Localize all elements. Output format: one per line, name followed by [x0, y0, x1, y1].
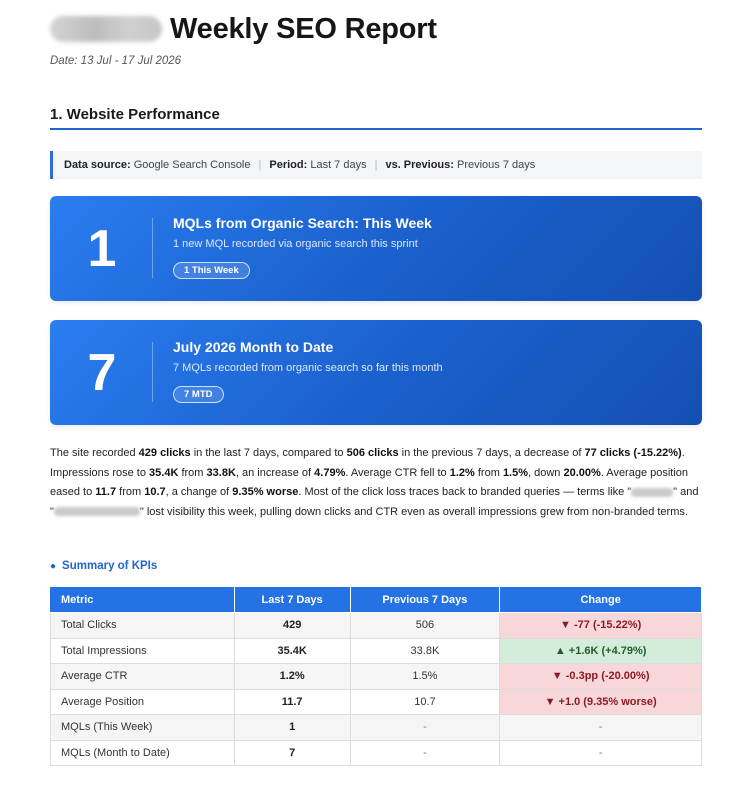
change-cell: - — [500, 740, 702, 766]
last-value-cell: 7 — [234, 740, 350, 766]
summary-highlight: 33.8K — [206, 466, 236, 479]
summary-text: " and " — [50, 486, 699, 518]
summary-text: from — [178, 466, 207, 479]
summary-text: . Impressions rose to — [50, 447, 685, 479]
prev-value-cell: 10.7 — [350, 689, 500, 715]
kpi-table — [50, 586, 702, 766]
column-header-change: Change — [500, 587, 702, 613]
metric-cell: Average CTR — [51, 664, 235, 690]
last-value-cell: 1.2% — [234, 664, 350, 690]
summary-text: " lost visibility this week, pulling down clicks and CTR even as overall impressions grew from non-branded terms. — [139, 505, 688, 518]
change-cell: - — [500, 715, 702, 741]
change-cell: ▼ -77 (-15.22%) — [500, 613, 702, 639]
metric-cell: MQLs (This Week) — [51, 715, 235, 741]
table-row — [51, 689, 702, 715]
summary-highlight: 1.2% — [449, 466, 475, 479]
summary-text: " — [627, 486, 632, 498]
change-cell: ▼ +1.0 (9.35% worse) — [500, 689, 702, 715]
metric-cell: Average Position — [51, 689, 235, 715]
data-source-bar — [50, 151, 702, 179]
summary-highlight: 10.7 — [144, 486, 166, 498]
summary-text: . Most of the click loss traces back to branded queries — terms like — [298, 486, 628, 498]
summary-text: from — [116, 486, 145, 498]
summary-text: , an increase of — [235, 466, 315, 479]
last-value-cell: 429 — [234, 613, 350, 639]
mql-weekly-card — [50, 196, 702, 301]
mql-weekly-number: 1 — [87, 219, 117, 278]
column-header-metric: Metric — [51, 587, 235, 613]
summary-text: in the previous 7 days, a decrease of — [398, 447, 585, 459]
prev-value-cell: - — [350, 715, 500, 741]
summary-text: in the last 7 days, compared to — [190, 447, 347, 459]
mql-mtd-subtitle: 7 MQLs recorded from organic search so far this month — [173, 362, 443, 374]
mql-mtd-badge: 7 MTD — [173, 386, 224, 403]
mql-weekly-title: MQLs from Organic Search: This Week — [173, 215, 432, 231]
period-value: Last 7 days — [310, 159, 367, 171]
table-row — [51, 638, 702, 664]
table-row — [51, 664, 702, 690]
summary-text: , down — [528, 466, 564, 479]
report-header — [50, 10, 437, 48]
data-source-label: Data source: — [64, 159, 131, 171]
kpi-heading-label: Summary of KPIs — [62, 560, 158, 572]
summary-highlight: 4.79% — [314, 466, 346, 479]
summary-text: . Average CTR fell to — [345, 466, 450, 479]
redacted-term — [631, 488, 673, 497]
mql-weekly-badge: 1 This Week — [173, 262, 250, 279]
column-header-previous: Previous 7 Days — [350, 587, 500, 613]
change-cell: ▲ +1.6K (+4.79%) — [500, 638, 702, 664]
mql-mtd-title: July 2026 Month to Date — [173, 339, 334, 355]
kpi-header-row — [51, 587, 702, 613]
prev-value-cell: 506 — [350, 613, 500, 639]
report-title: Weekly SEO Report — [170, 12, 437, 45]
kpi-heading — [50, 560, 157, 572]
change-cell: ▼ -0.3pp (-20.00%) — [500, 664, 702, 690]
data-source-value: Google Search Console — [133, 159, 251, 171]
summary-highlight: 35.4K — [149, 466, 179, 479]
compare-value: Previous 7 days — [457, 159, 536, 171]
summary-text: . Average position eased to — [50, 466, 689, 498]
table-row — [51, 740, 702, 766]
separator: | — [374, 159, 378, 171]
section-divider — [50, 128, 702, 130]
redacted-brand-name — [50, 16, 162, 42]
summary-highlight: 77 clicks (-15.22%) — [584, 447, 682, 459]
card-divider — [152, 342, 153, 402]
column-header-last: Last 7 Days — [234, 587, 350, 613]
metric-cell: Total Clicks — [51, 613, 235, 639]
mql-mtd-card — [50, 320, 702, 425]
metric-cell: Total Impressions — [51, 638, 235, 664]
prev-value-cell: 1.5% — [350, 664, 500, 690]
summary-text: , a change of — [165, 486, 233, 498]
table-row — [51, 715, 702, 741]
summary-highlight: 506 clicks — [346, 447, 399, 459]
separator: | — [258, 159, 262, 171]
table-row — [51, 613, 702, 639]
summary-highlight: 1.5% — [502, 466, 529, 479]
last-value-cell: 35.4K — [234, 638, 350, 664]
performance-summary — [50, 444, 704, 522]
prev-value-cell: 33.8K — [350, 638, 500, 664]
summary-highlight: 11.7 — [95, 486, 117, 498]
last-value-cell: 1 — [234, 715, 350, 741]
card-divider — [152, 218, 153, 278]
period-label: Period: — [269, 159, 308, 171]
summary-text: The site recorded — [50, 447, 139, 459]
summary-highlight: 9.35% worse — [232, 486, 299, 498]
summary-highlight: 429 clicks — [138, 447, 191, 459]
section-heading: 1. Website Performance — [50, 106, 220, 123]
mql-mtd-number: 7 — [87, 343, 117, 402]
summary-highlight: 20.00% — [563, 466, 601, 479]
prev-value-cell: - — [350, 740, 500, 766]
summary-text: from — [474, 466, 503, 479]
redacted-term — [54, 507, 140, 516]
metric-cell: MQLs (Month to Date) — [51, 740, 235, 766]
mql-weekly-subtitle: 1 new MQL recorded via organic search this sprint — [173, 238, 418, 250]
bullet-icon: ● — [50, 560, 57, 572]
last-value-cell: 11.7 — [234, 689, 350, 715]
compare-label: vs. Previous: — [385, 159, 454, 171]
report-date: Date: 13 Jul - 17 Jul 2026 — [50, 55, 182, 67]
